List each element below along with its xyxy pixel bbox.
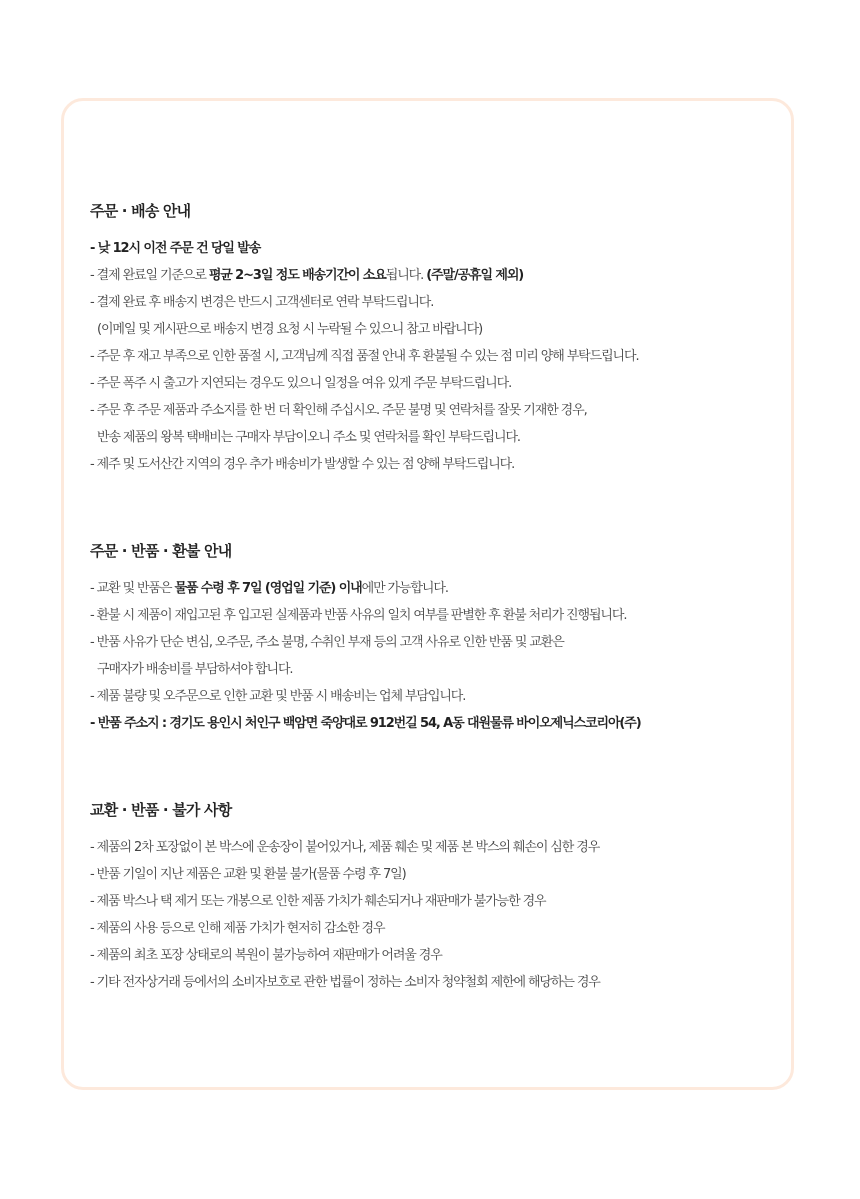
section-title: 주문 · 반품 · 환불 안내	[90, 542, 232, 560]
list-item	[90, 942, 790, 969]
list-item	[90, 397, 790, 424]
line-text: - 결제 완료 후 배송지 변경은 반드시 고객센터로 연락 부탁드립니다.	[90, 295, 434, 310]
section-title: 주문 · 배송 안내	[90, 202, 191, 220]
line-text: - 기타 전자상거래 등에서의 소비자보호로 관한 법률이 정하는 소비자 청약철회 제한에 해당하는 경우	[90, 975, 600, 990]
list-item	[90, 656, 790, 683]
line-text: - 제품의 사용 등으로 인해 제품 가치가 현저히 감소한 경우	[90, 921, 385, 936]
list-item	[90, 915, 790, 942]
line-text: - 반품 사유가 단순 변심, 오주문, 주소 불명, 수취인 부재 등의 고객 사유로 인한 반품 및 교환은	[90, 635, 564, 650]
line-text: - 환불 시 제품이 재입고된 후 입고된 실제품과 반품 사유의 일치 여부를 판별한 후 환불 처리가 진행됩니다.	[90, 608, 627, 623]
list-item	[90, 575, 790, 602]
exchange-restrictions-list	[90, 834, 790, 996]
emphasis-text: 평균 2~3일 정도 배송기간이 소요	[208, 268, 386, 283]
line-text: - 제품의 2차 포장없이 본 박스에 운송장이 붙어있거나, 제품 훼손 및 제품 본 박스의 훼손이 심한 경우	[90, 840, 600, 855]
line-text: (이메일 및 게시판으로 배송지 변경 요청 시 누락될 수 있으니 참고 바랍니다)	[97, 322, 483, 337]
line-text: 에만 가능합니다.	[361, 581, 448, 596]
return-refund-section	[90, 540, 790, 737]
line-text: - 결제 완료일 기준으로	[90, 268, 209, 283]
exchange-restrictions-section	[90, 799, 790, 996]
line-text: - 제품 박스나 택 제거 또는 개봉으로 인한 제품 가치가 훼손되거나 재판매가 불가능한 경우	[90, 894, 546, 909]
section-title: 교환 · 반품 · 불가 사항	[90, 801, 232, 819]
list-item	[90, 861, 790, 888]
list-item	[90, 424, 790, 451]
emphasis-text: - 반품 주소지 : 경기도 용인시 처인구 백암면 죽양대로 912번길 54, A동 대원물류 바이오제닉스코리아(주)	[90, 716, 641, 731]
emphasis-text: - 낮 12시 이전 주문 건 당일 발송	[90, 241, 261, 256]
list-item	[90, 888, 790, 915]
line-text: - 주문 후 주문 제품과 주소지를 한 번 더 확인해 주십시오. 주문 불명 및 연락처를 잘못 기재한 경우,	[90, 403, 587, 418]
return-refund-list	[90, 575, 790, 737]
shipping-info-section	[90, 200, 790, 478]
list-item	[90, 969, 790, 996]
list-item	[90, 370, 790, 397]
list-item	[90, 343, 790, 370]
list-item	[90, 683, 790, 710]
line-text: - 주문 폭주 시 출고가 지연되는 경우도 있으니 일정을 여유 있게 주문 부탁드립니다.	[90, 376, 512, 391]
list-item	[90, 289, 790, 316]
line-text: 구매자가 배송비를 부담하셔야 합니다.	[97, 662, 293, 677]
line-text: - 제주 및 도서산간 지역의 경우 추가 배송비가 발생할 수 있는 점 양해 부탁드립니다.	[90, 457, 515, 472]
line-text: 반송 제품의 왕복 택배비는 구매자 부담이오니 주소 및 연락처를 확인 부탁드립니다.	[97, 430, 520, 445]
line-text: 됩니다.	[385, 268, 427, 283]
list-item	[90, 602, 790, 629]
emphasis-text: (주말/공휴일 제외)	[426, 268, 524, 283]
list-item	[90, 710, 790, 737]
list-item	[90, 316, 790, 343]
line-text: - 주문 후 재고 부족으로 인한 품절 시, 고객님께 직접 품절 안내 후 환불될 수 있는 점 미리 양해 부탁드립니다.	[90, 349, 639, 364]
list-item	[90, 451, 790, 478]
shipping-info-list	[90, 235, 790, 478]
list-item	[90, 629, 790, 656]
line-text: - 반품 기일이 지난 제품은 교환 및 환불 불가(물품 수령 후 7일)	[90, 867, 406, 882]
emphasis-text: 물품 수령 후 7일 (영업일 기준) 이내	[174, 581, 362, 596]
list-item	[90, 834, 790, 861]
list-item	[90, 235, 790, 262]
line-text: - 제품 불량 및 오주문으로 인한 교환 및 반품 시 배송비는 업체 부담입니다.	[90, 689, 466, 704]
line-text: - 제품의 최초 포장 상태로의 복원이 불가능하여 재판매가 어려울 경우	[90, 948, 442, 963]
list-item	[90, 262, 790, 289]
line-text: - 교환 및 반품은	[90, 581, 175, 596]
